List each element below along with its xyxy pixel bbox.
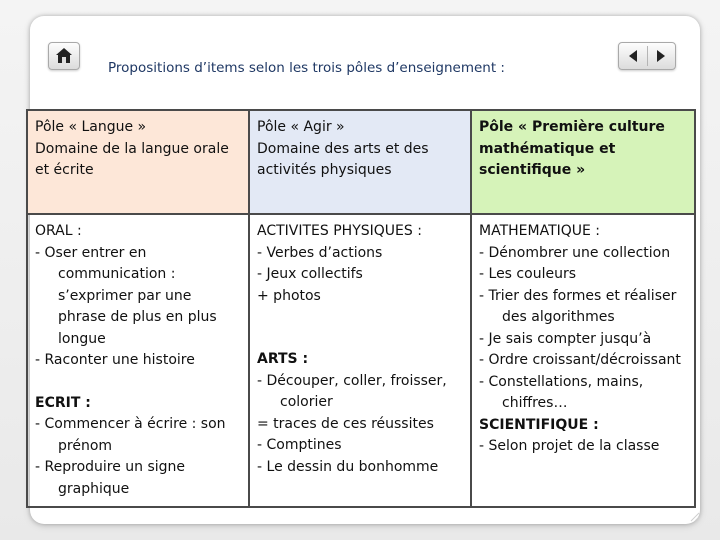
list-item: - Jeux collectifs — [257, 266, 363, 282]
list-note: + photos — [257, 287, 321, 304]
list-item: - Raconter une histoire — [35, 352, 195, 368]
section-heading: SCIENTIFIQUE : — [479, 416, 599, 433]
list-item: - Selon projet de la classe — [479, 438, 660, 454]
list-item: - Oser entrer en communication : s’exprimer par une phrase de plus en plus longue — [35, 244, 217, 347]
cell-langue — [27, 214, 249, 507]
section-heading: MATHEMATIQUE : — [479, 223, 601, 239]
table-header-row — [27, 110, 695, 214]
list-item: - Les couleurs — [479, 266, 576, 282]
section-heading: ECRIT : — [35, 394, 91, 411]
pole-name: Pôle « Langue » — [35, 119, 147, 135]
cell-culture — [471, 214, 695, 507]
section-heading: ORAL : — [35, 223, 82, 239]
pole-name: Pôle « Première culture mathématique et scientifique » — [479, 119, 665, 178]
list-item: - Dénombrer une collection — [479, 244, 671, 261]
header-cell-langue — [27, 110, 249, 214]
pole-description: Domaine de la langue orale et écrite — [35, 140, 229, 178]
slide-title: Propositions d’items selon les trois pôles d’enseignement : — [108, 60, 505, 76]
right-arrow-icon — [656, 50, 666, 62]
list-item: - Constellations, mains, chiffres… — [479, 373, 644, 411]
list-item: - Commencer à écrire : son prénom — [35, 416, 226, 454]
previous-slide-button[interactable] — [619, 43, 647, 69]
header-cell-culture — [471, 110, 695, 214]
pole-name: Pôle « Agir » — [257, 119, 345, 135]
list-item: - Trier des formes et réaliser des algorithmes — [479, 287, 677, 325]
list-item: - Je sais compter jusqu’à — [479, 330, 652, 347]
table-content-row — [27, 214, 695, 507]
pole-description: Domaine des arts et des activités physiques — [257, 140, 429, 178]
list-note: = traces de ces réussites — [257, 415, 434, 432]
list-item: - Découper, coller, froisser, colorier — [257, 372, 447, 410]
list-item: - Ordre croissant/décroissant — [479, 352, 681, 368]
section-heading: ACTIVITES PHYSIQUES : — [257, 223, 422, 239]
cell-agir — [249, 214, 471, 507]
next-slide-button[interactable] — [647, 43, 675, 69]
list-item: - Le dessin du bonhomme — [257, 458, 439, 475]
resize-grip-icon — [688, 510, 700, 522]
poles-table — [26, 109, 696, 508]
home-button[interactable] — [48, 42, 80, 70]
left-arrow-icon — [628, 50, 638, 62]
list-item: - Comptines — [257, 437, 342, 453]
list-item: - Reproduire un signe graphique — [35, 459, 186, 497]
section-heading: ARTS : — [257, 351, 309, 367]
header-cell-agir — [249, 110, 471, 214]
list-item: - Verbes d’actions — [257, 244, 383, 261]
navigation-buttons — [618, 42, 676, 70]
home-icon — [55, 47, 73, 64]
